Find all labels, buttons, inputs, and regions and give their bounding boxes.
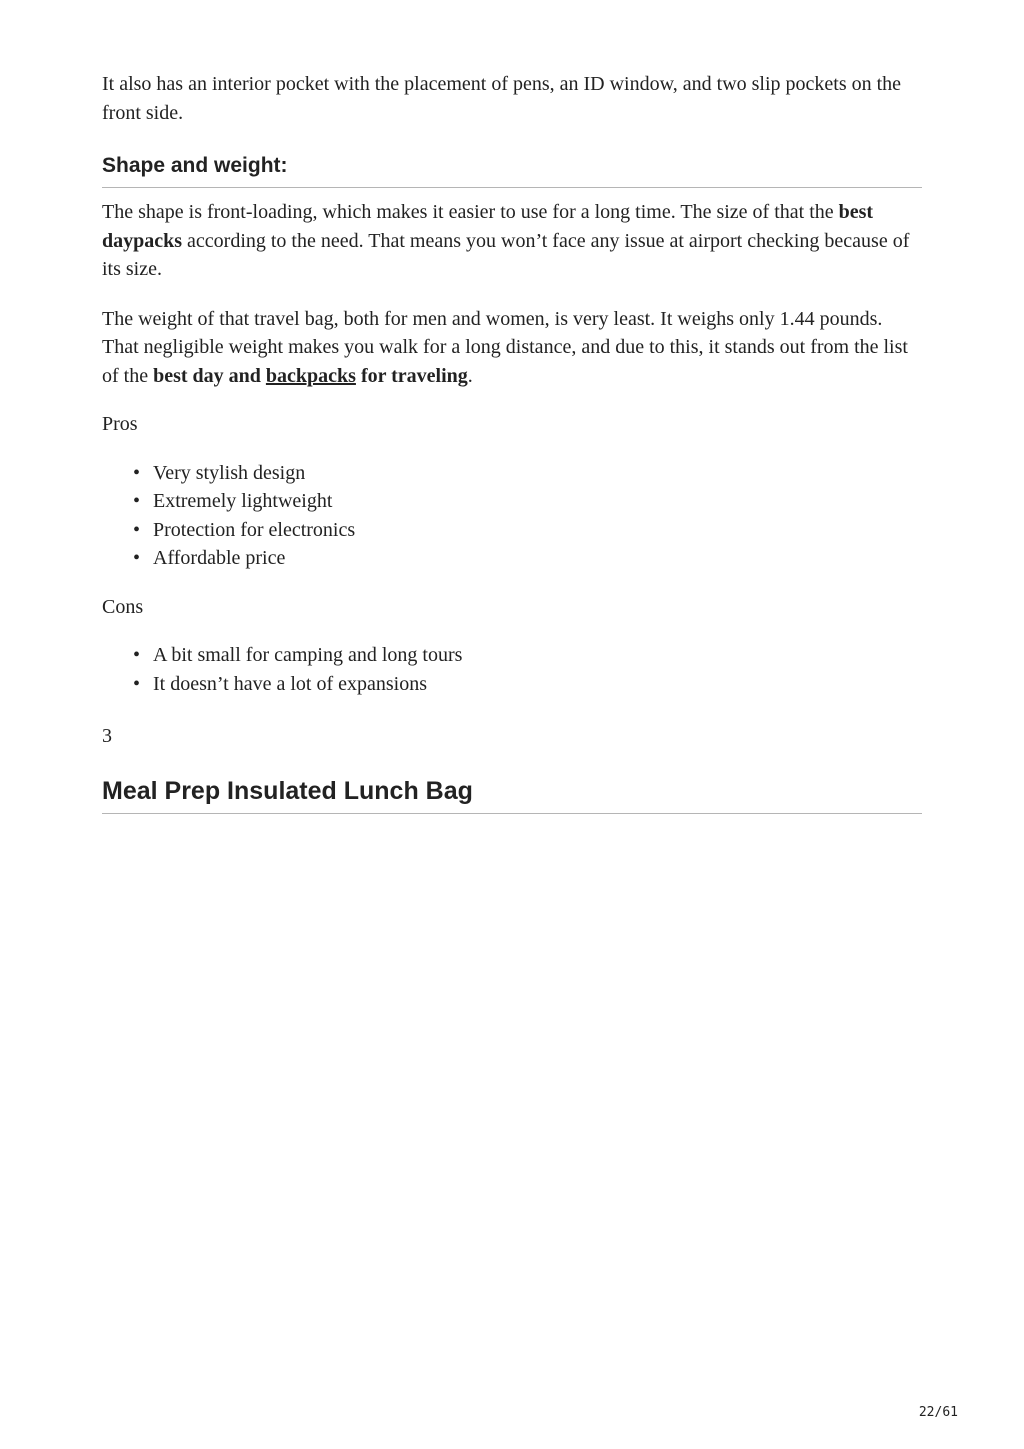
rank-number: 3 (102, 725, 112, 747)
cons-item-text: A bit small for camping and long tours (153, 644, 463, 666)
cons-list (102, 641, 922, 698)
shape-weight-heading: Shape and weight: (102, 153, 922, 188)
bullet-icon: • (133, 547, 141, 569)
article-content (102, 70, 922, 814)
weight-paragraph (102, 305, 922, 391)
list-item (133, 641, 922, 670)
best-day-bold: best day and (153, 364, 266, 387)
bullet-icon: • (133, 490, 141, 512)
product-heading: Meal Prep Insulated Lunch Bag (102, 775, 922, 814)
bullet-icon: • (133, 461, 141, 484)
backpacks-link[interactable]: backpacks (265, 364, 356, 387)
weight-text-1: The weight of that travel bag, both for men and women, is very least. It weighs only 1.44 pounds. That negligible weight makes you walk for a long distance, and due to this, it stands out from the list of the (102, 307, 908, 387)
shape-paragraph (102, 198, 922, 284)
list-item (133, 459, 922, 488)
for-traveling-bold: for traveling (355, 364, 468, 387)
list-item (133, 516, 922, 545)
list-item (133, 487, 922, 516)
pros-label: Pros (102, 413, 138, 435)
pros-list (102, 459, 922, 573)
best-daypacks-bold: best daypacks (102, 201, 874, 252)
bullet-icon: • (133, 518, 141, 541)
shape-text-1: The shape is front-loading, which makes it easier to use for a long time. The size of that the (102, 201, 839, 223)
bullet-icon: • (133, 644, 141, 666)
pros-item-text: Extremely lightweight (153, 490, 333, 512)
pros-item-text: Affordable price (153, 547, 286, 569)
pros-item-text: Protection for electronics (153, 518, 356, 541)
cons-item-text: It doesn’t have a lot of expansions (153, 672, 428, 695)
pros-item-text: Very stylish design (153, 461, 306, 484)
shape-text-2: according to the need. That means you won’t face any issue at airport checking because of its size. (102, 229, 910, 280)
bullet-icon: • (133, 672, 141, 695)
page-number: 22/61 (918, 1405, 958, 1420)
weight-text-end: . (467, 364, 473, 387)
list-item (133, 670, 922, 699)
intro-paragraph: It also has an interior pocket with the placement of pens, an ID window, and two slip pockets on the front side. (102, 73, 902, 124)
cons-label: Cons (102, 595, 144, 618)
list-item (133, 544, 922, 573)
